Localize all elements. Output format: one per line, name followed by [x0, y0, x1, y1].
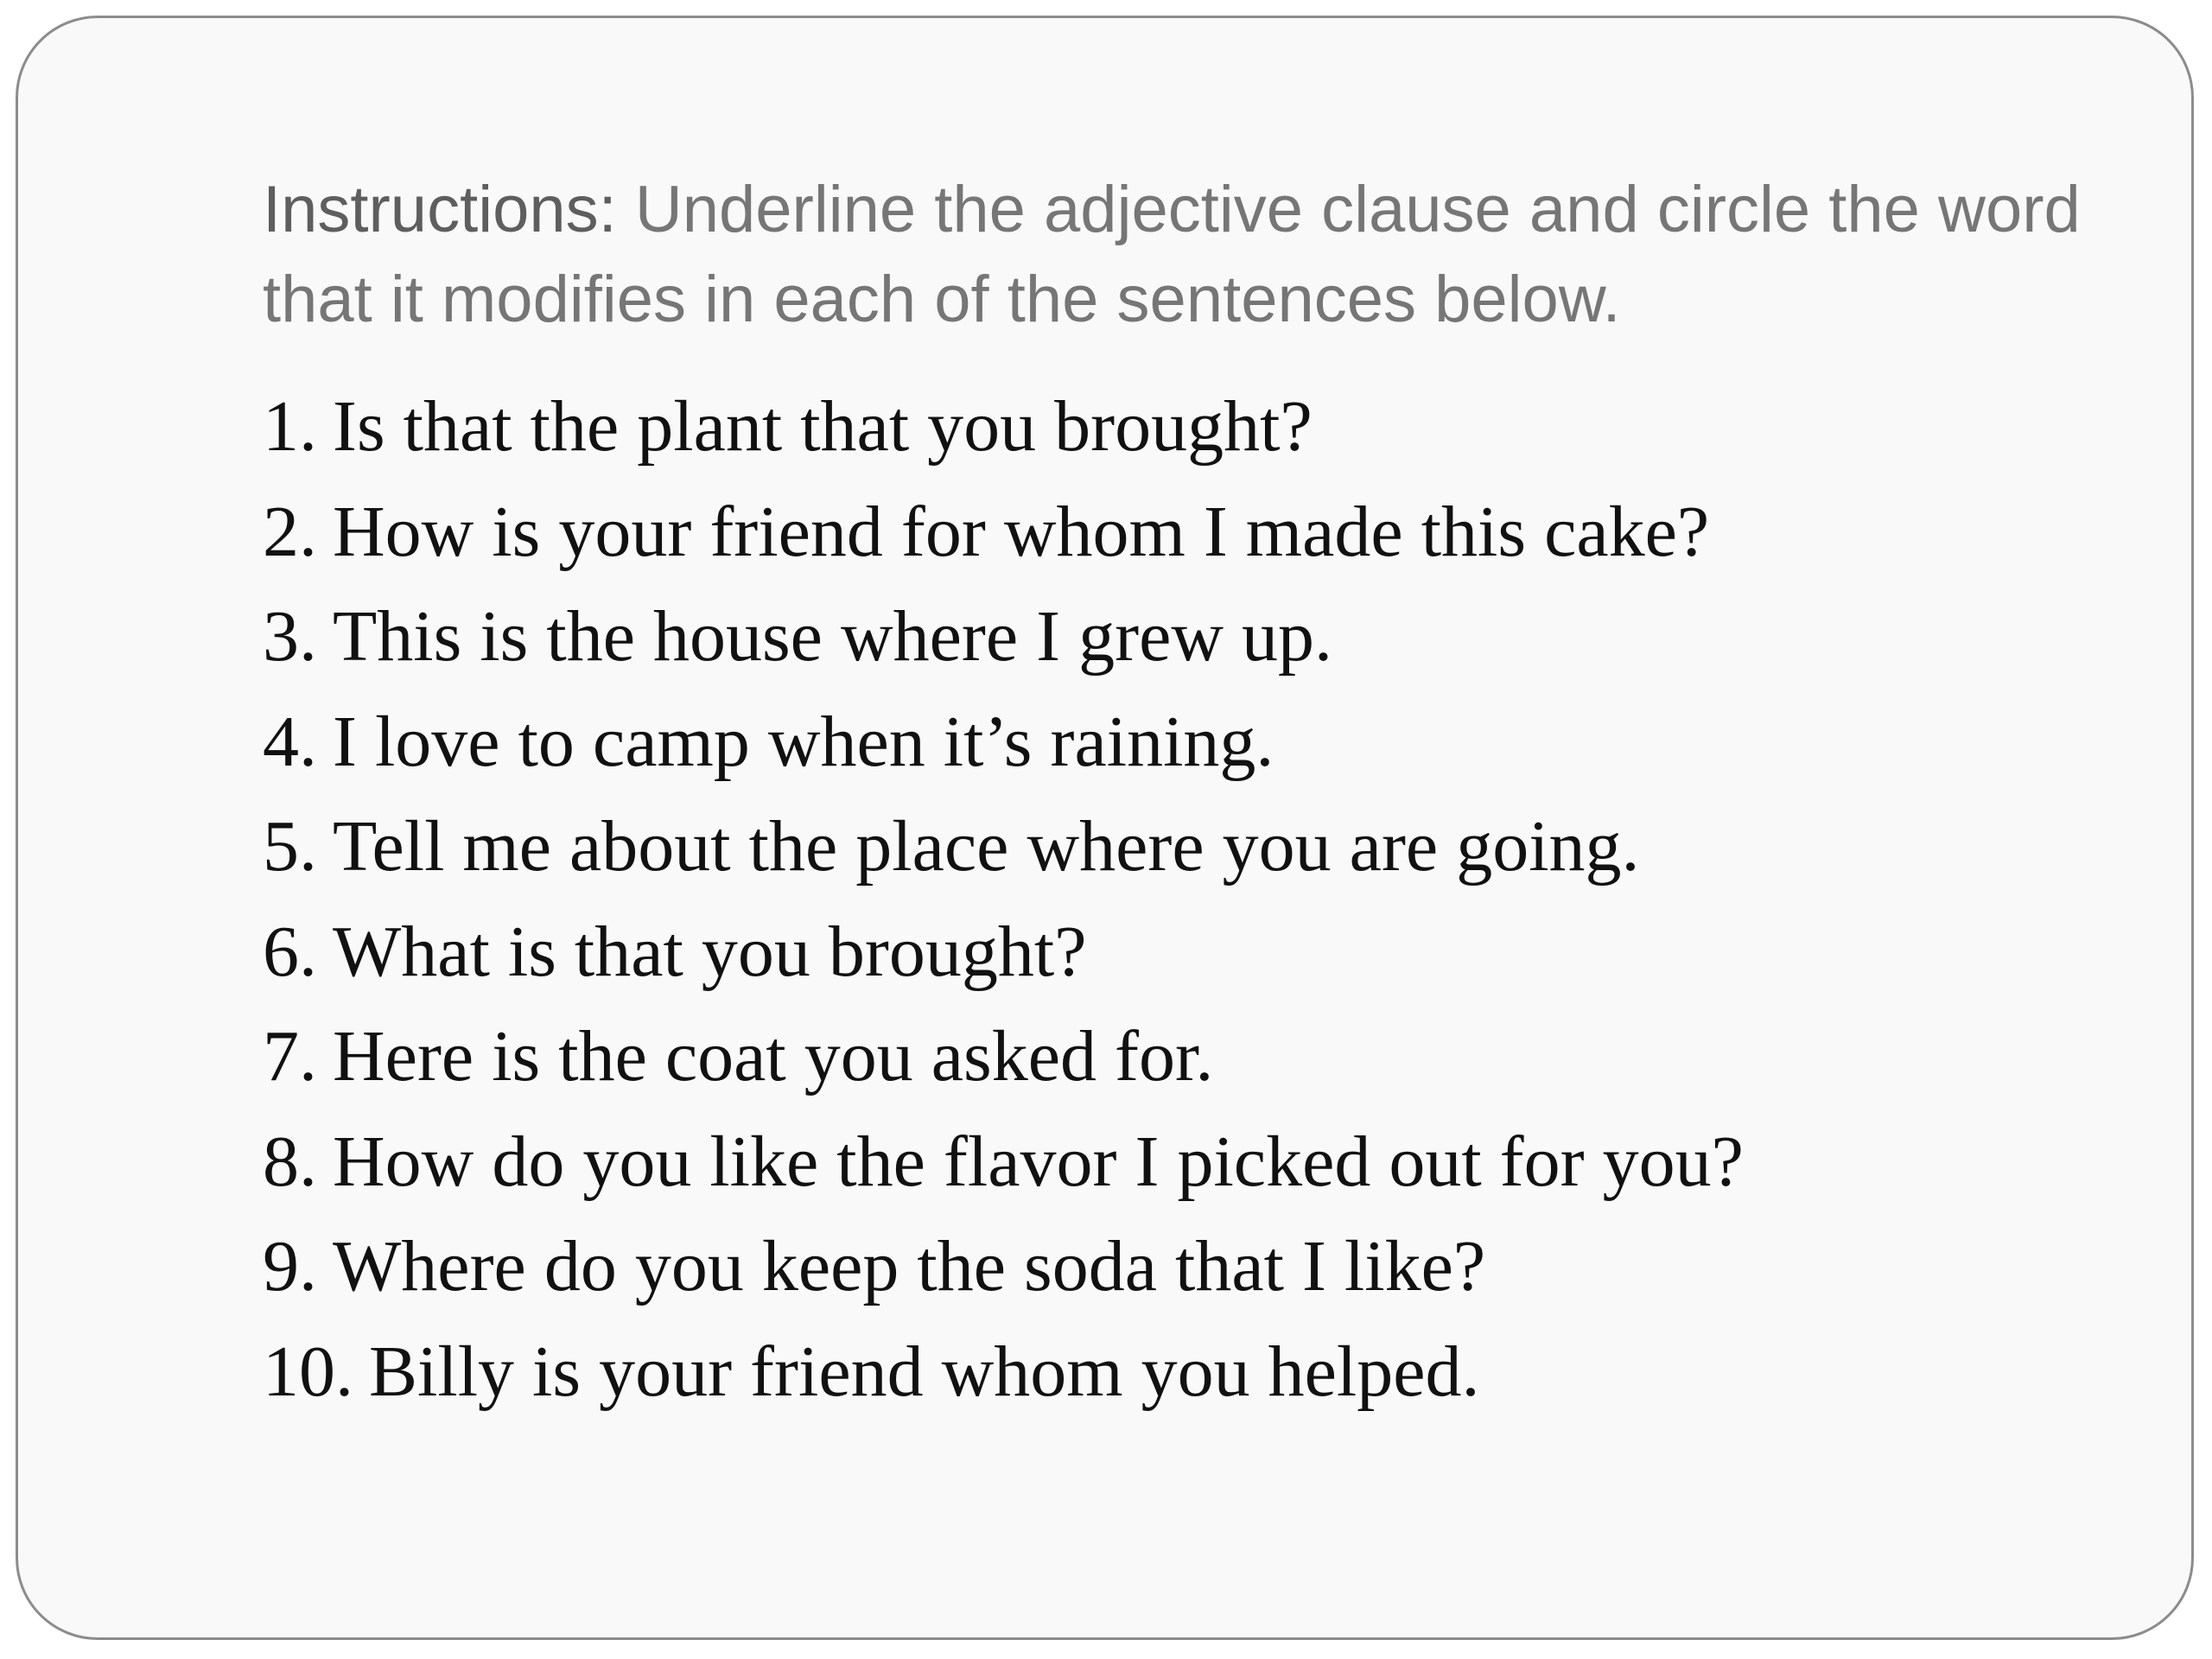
- sentence-item: [263, 690, 2120, 795]
- sentence-item: [263, 794, 2120, 899]
- sentence-item: [263, 584, 2120, 690]
- sentence-number: 2.: [263, 491, 317, 572]
- sentence-number: 9.: [263, 1226, 317, 1306]
- instructions: [263, 165, 2120, 345]
- sentence-number: 3.: [263, 596, 317, 677]
- sentence-text: Tell me about the place where you are going.: [333, 806, 1640, 887]
- sentence-text: Billy is your friend whom you helped.: [369, 1331, 1480, 1412]
- sentence-number: 10.: [263, 1331, 353, 1412]
- sentence-text: Is that the plant that you brought?: [333, 386, 1313, 467]
- instructions-text: Underline the adjective clause and circle the word that it modifies in each of the sentences below.: [263, 173, 2081, 336]
- sentence-text: How do you like the flavor I picked out for you?: [333, 1121, 1744, 1202]
- sentence-text: How is your friend for whom I made this cake?: [333, 491, 1710, 572]
- sentence-text: Here is the coat you asked for.: [333, 1016, 1214, 1096]
- instructions-label: Instructions:: [263, 173, 617, 246]
- sentence-number: 4.: [263, 701, 317, 782]
- sentence-item: [263, 1214, 2120, 1319]
- slide-frame: [16, 16, 2194, 1640]
- sentence-item: [263, 480, 2120, 585]
- sentence-list: [263, 374, 2120, 1424]
- sentence-number: 6.: [263, 911, 317, 992]
- sentence-text: What is that you brought?: [333, 911, 1087, 992]
- sentence-item: [263, 1319, 2120, 1425]
- sentence-item: [263, 899, 2120, 1005]
- sentence-number: 7.: [263, 1016, 317, 1096]
- sentence-item: [263, 1004, 2120, 1109]
- sentence-text: Where do you keep the soda that I like?: [333, 1226, 1486, 1306]
- sentence-text: This is the house where I grew up.: [333, 596, 1333, 677]
- sentence-number: 8.: [263, 1121, 317, 1202]
- sentence-text: I love to camp when it’s raining.: [333, 701, 1274, 782]
- sentence-number: 1.: [263, 386, 317, 467]
- sentence-number: 5.: [263, 806, 317, 887]
- slide-content: [263, 165, 2120, 1424]
- sentence-item: [263, 1109, 2120, 1215]
- sentence-item: [263, 374, 2120, 480]
